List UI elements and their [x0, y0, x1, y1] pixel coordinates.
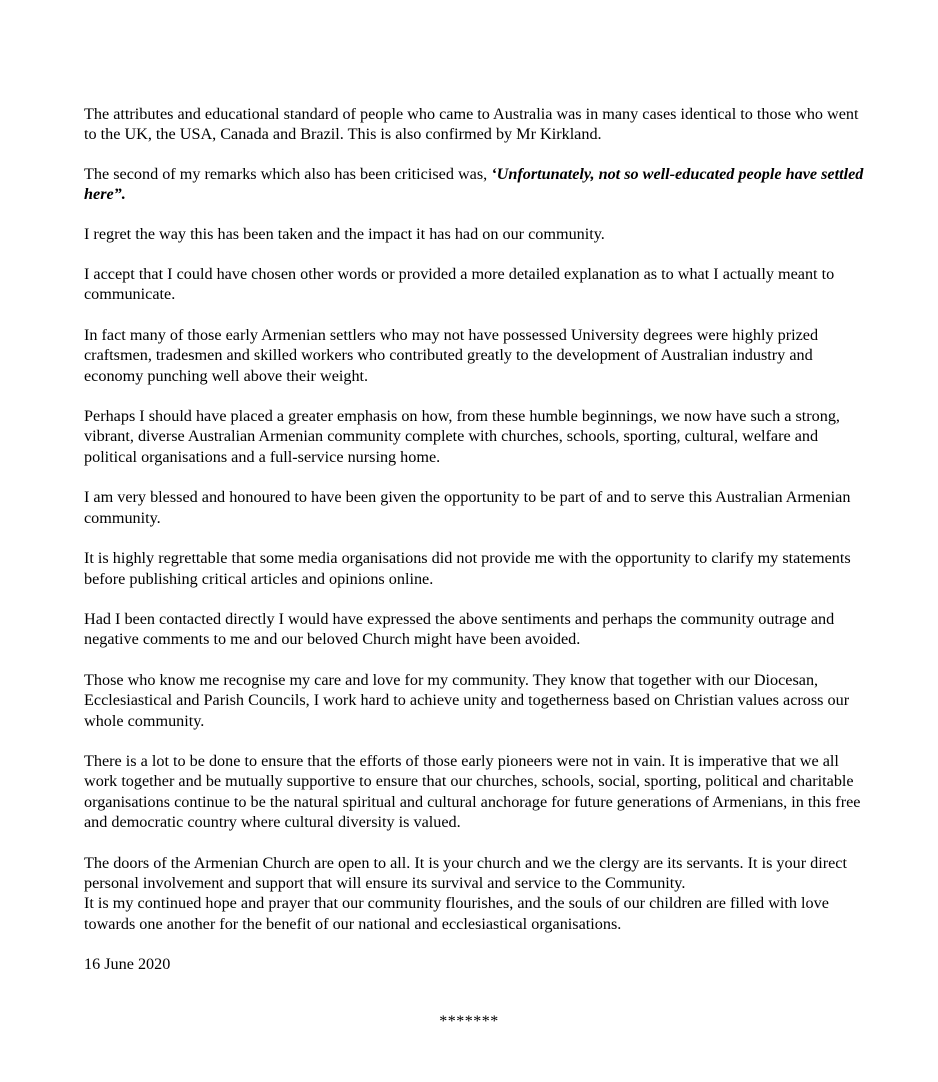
paragraph-regret: I regret the way this has been taken and the impact it has had on our community.	[84, 224, 605, 243]
paragraph-attributes: The attributes and educational standard of people who came to Australia was in many cases identical to those who went to the UK, the USA, Canada and Brazil. This is also confirmed by Mr Kirkland.	[84, 105, 859, 144]
paragraph-emphasis: Perhaps I should have placed a greater emphasis on how, from these humble beginnings, we now have such a strong, vibrant, diverse Australian Armenian community complete with churches, schools, sporting, cultural, welfare and political organisations and a full-service nursing home.	[84, 407, 840, 466]
paragraph-settlers: In fact many of those early Armenian settlers who may not have possessed University degrees were highly prized craftsmen, tradesmen and skilled workers who contributed greatly to the development of Australian industry and economy punching well above their weight.	[84, 325, 819, 385]
paragraph-accept: I accept that I could have chosen other words or provided a more detailed explanation as to what I actually meant to communicate.	[84, 265, 835, 304]
paragraph-doors	[84, 853, 874, 935]
paragraph-care: Those who know me recognise my care and love for my community. They know that together with our Diocesan, Ecclesiastical and Parish Councils, I work hard to achieve unity and togetherness based on Christian values across our whole community.	[84, 670, 850, 730]
paragraph-contacted: Had I been contacted directly I would have expressed the above sentiments and perhaps the community outrage and negative comments to me and our beloved Church might have been avoided.	[84, 609, 835, 649]
remark-quote: ‘Unfortunately, not so well-educated people have settled here”.	[84, 164, 864, 204]
paragraph-pioneers: There is a lot to be done to ensure that the efforts of those early pioneers were not in vain. It is imperative that we all work together and be mutually supportive to ensure that our churches, schools, social, sporting, political and charitable organisations continue to be the natural spiritual and cultural anchorage for future generations of Armenians, in this free and democratic country where cultural diversity is valued.	[84, 751, 861, 832]
section-separator: *******	[439, 1013, 499, 1030]
document-date: 16 June 2020	[84, 955, 171, 974]
paragraph-hope-text: It is my continued hope and prayer that our community flourishes, and the souls of our children are filled with love towards one another for the benefit of our national and ecclesiastical organisations.	[84, 894, 829, 933]
paragraph-doors-text: The doors of the Armenian Church are open to all. It is your church and we the clergy are its servants. It is your direct personal involvement and support that will ensure its survival and service to the Community.	[84, 853, 847, 892]
paragraph-blessed: I am very blessed and honoured to have been given the opportunity to be part of and to serve this Australian Armenian community.	[84, 488, 851, 527]
document-body	[84, 104, 874, 975]
paragraph-media: It is highly regrettable that some media organisations did not provide me with the opportunity to clarify my statements before publishing critical articles and opinions online.	[84, 549, 851, 588]
paragraph-remark	[84, 164, 874, 205]
remark-intro: The second of my remarks which also has been criticised was,	[84, 164, 492, 183]
